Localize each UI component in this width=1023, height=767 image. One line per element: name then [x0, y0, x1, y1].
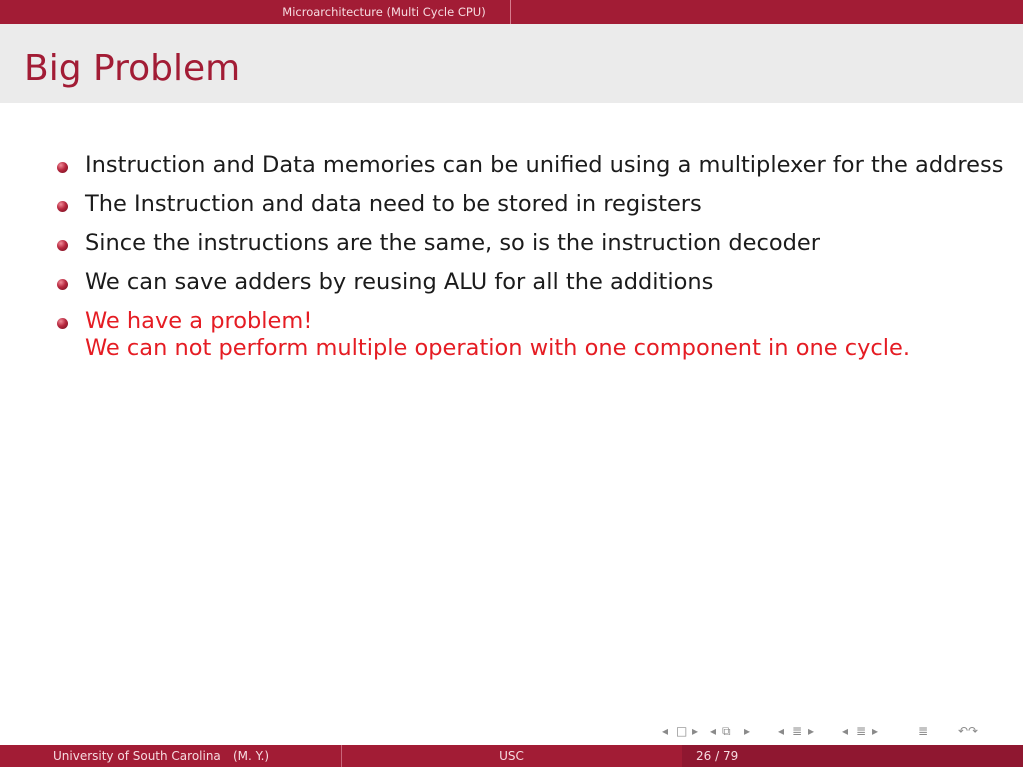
nav-prev-arrow-icon[interactable]: ◂ [662, 724, 669, 738]
nav-next-arrow-icon[interactable]: ▸ [744, 724, 751, 738]
footer-left [0, 745, 341, 767]
nav-section-icon[interactable]: ≣ [792, 724, 803, 738]
bullet-text: Since the instructions are the same, so is the instruction decoder [85, 230, 821, 256]
bullet-item [55, 269, 995, 296]
slide-title: Big Problem [24, 48, 241, 89]
bullet-list [55, 152, 1004, 362]
bullet-text: We can save adders by reusing ALU for all the additions [85, 269, 714, 295]
nav-document-icon[interactable]: ≣ [856, 724, 867, 738]
bullet-item-alert [55, 308, 995, 362]
header-divider [510, 0, 511, 24]
nav-next-arrow-icon[interactable]: ▸ [808, 724, 815, 738]
header-section-title[interactable]: Microarchitecture (Multi Cycle CPU) [282, 5, 486, 19]
footer-author: (M. Y.) [233, 749, 270, 763]
nav-prev-arrow-icon[interactable]: ◂ [778, 724, 785, 738]
slide-content [55, 152, 1004, 374]
footer-bar [0, 745, 1023, 767]
footer-right [682, 745, 1023, 767]
alert-text-line1: We have a problem! [85, 308, 313, 334]
nav-next-arrow-icon[interactable]: ▸ [692, 724, 699, 738]
bullet-text: Instruction and Data memories can be unified using a multiplexer for the address [85, 152, 1004, 178]
navigation-symbols [650, 722, 1010, 740]
footer-short-title: USC [499, 749, 524, 763]
header-bar [0, 0, 1023, 24]
bullet-dot-icon [57, 162, 68, 173]
bullet-item [55, 191, 995, 218]
bullet-dot-icon [57, 201, 68, 212]
nav-subsection-icon[interactable]: ⧉ [722, 724, 731, 738]
page-number: 26 / 79 [696, 749, 739, 763]
nav-frame-icon[interactable]: □ [676, 724, 688, 738]
nav-prev-arrow-icon[interactable]: ◂ [842, 724, 849, 738]
alert-text-line2: We can not perform multiple operation with one component in one cycle. [85, 335, 911, 361]
bullet-item [55, 230, 995, 257]
bullet-dot-icon [57, 318, 68, 329]
nav-presentation-icon[interactable]: ≣ [918, 724, 929, 738]
bullet-dot-icon [57, 240, 68, 251]
bullet-dot-icon [57, 279, 68, 290]
search-icon[interactable]: ↶↷ [958, 724, 979, 738]
footer-institution: University of South Carolina [53, 749, 221, 763]
nav-next-arrow-icon[interactable]: ▸ [872, 724, 879, 738]
bullet-item [55, 152, 1004, 179]
nav-prev-arrow-icon[interactable]: ◂ [710, 724, 717, 738]
bullet-text: The Instruction and data need to be stored in registers [85, 191, 702, 217]
